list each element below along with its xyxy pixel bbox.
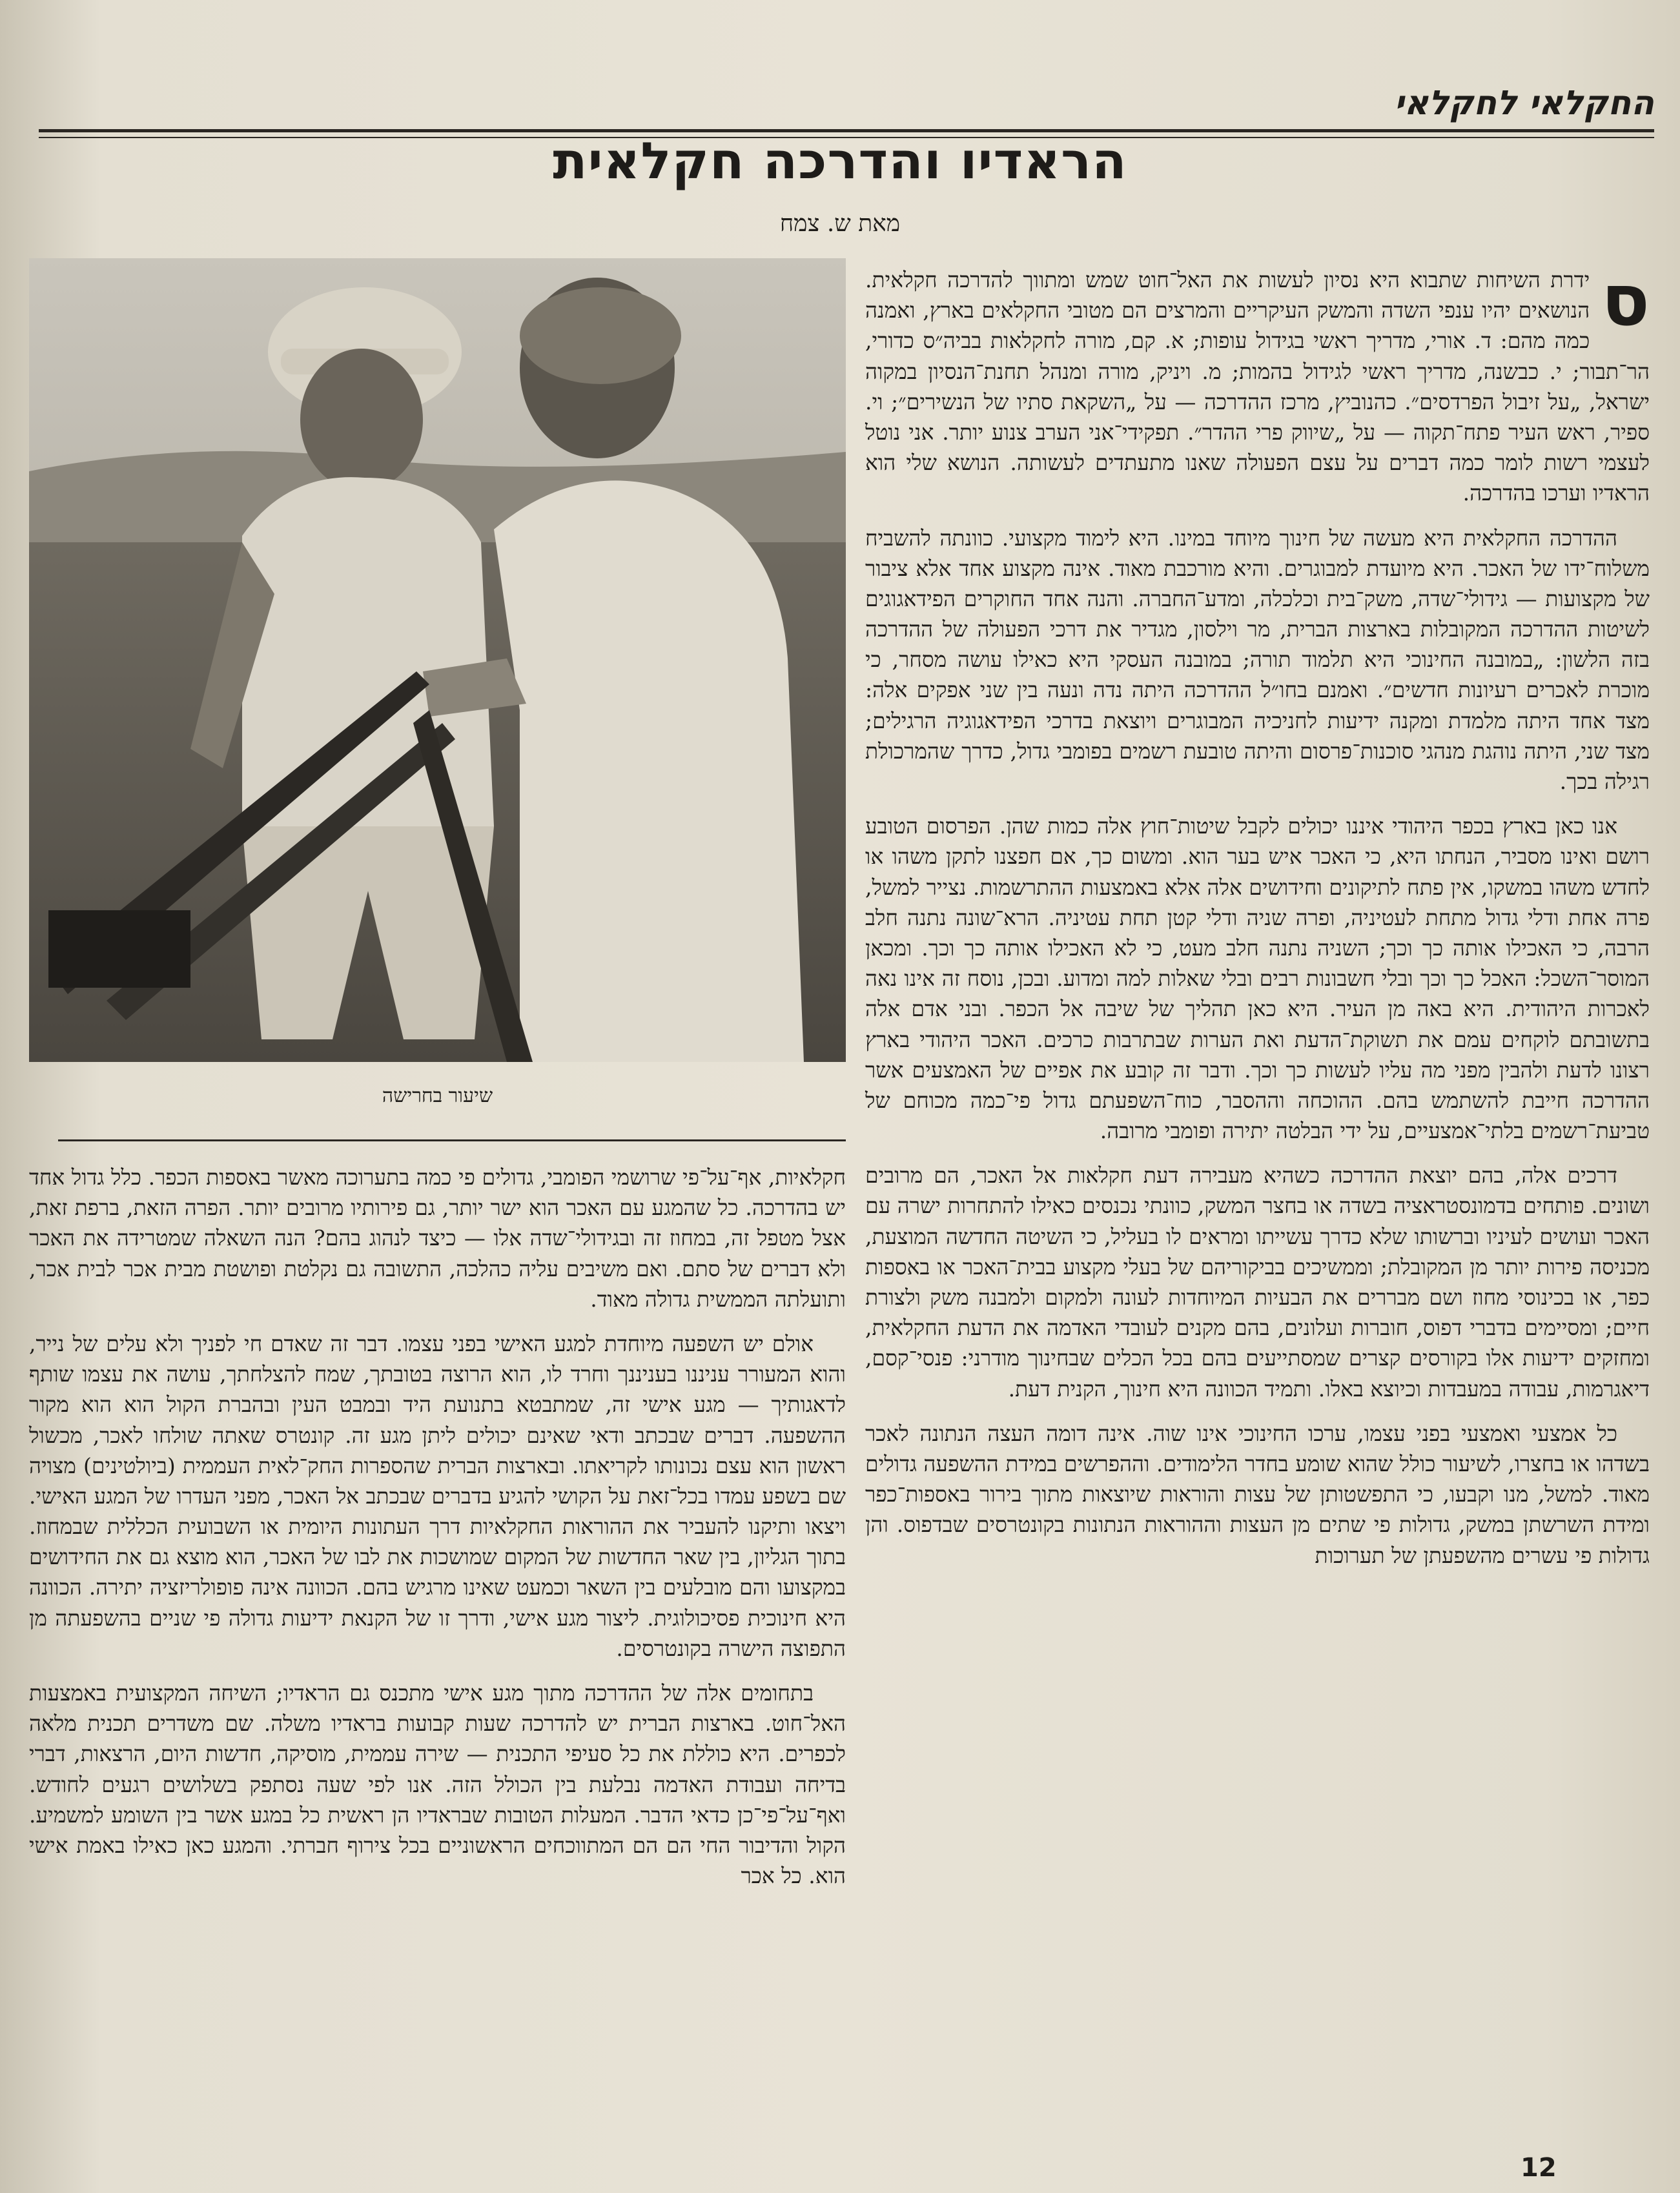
caption-divider (58, 1139, 846, 1141)
drop-cap: ס (1601, 259, 1650, 342)
article-column-left (29, 1162, 846, 1905)
page-number: 12 (1521, 2153, 1557, 2183)
plowing-lesson-photo (29, 258, 846, 1062)
article-paragraph: בתחומים אלה של ההדרכה מתוך מגע אישי מתכנס גם הראדיו; השיחה המקצועית באמצעות האל־חוט. בארצות הברית יש להדרכה שעות קבועות בראדיו משלה. שם משדרים תכנית מלאה לכפרים. היא כוללת את כל סעיפי התכנית — שירה עממית, מוסיקה, חדשות היום, הרצאות, דברי בדיחה ועבודת האדמה נבלעת בין הכולל הזה. אנו לפי שעה נסתפק בשלושים רגעים לחודש. ואף־על־פי־כן כדאי הדבר. המעלות הטובות שבראדיו הן ראשית כל במגע אשר בין השומע למשמיע. הקול והדיבור החי הם הם המתווכחים הראשוניים בכל צירוף חברתי. והמגע כאן כאילו באמת אישי הוא. כל אכר (29, 1680, 846, 1889)
article-paragraph: דרכים אלה, בהם יוצאת ההדרכה כשהיא מעבירה דעת חקלאות אל האכר, הם מרובים ושונים. פותחים בדמונסטראציה בשדה או בחצר המשק, כוונתי נכנסים כאילו להתחרות ישרה עם האכר ועושים לעיניו וברשותו שלא כדרך עשייתו ומראים לו בעליל, כי השיטה החדשה המוצעת, מכניסה פירות יותר מן המקובלת; וממשיכים בביקוריהם של בעלי מקצוע בבית־האכר או באספות כפר, או בכינוסי מחוז ושם מבררים את הבעיות המיוחדות לעונה ולמקום ולמבנה משק ולצורת חיים; ומסיימים בדברי דפוס, חוברות ועלונים, בהם מקנים לעובדי האדמה את הדעת החקלאית, ומחזקים ידיעות אלו בקורסים קצרים שמסתייעים בהם בכל הכלים שבחינוך מודרני: פנסי־קסם, דיאגרמות, עבודה במעבדות וכיוצא באלו. ותמיד הכוונה היא חינוך, הקנית דעת. (865, 1163, 1650, 1402)
article-paragraph: אנו כאן בארץ בכפר היהודי איננו יכולים לקבל שיטות־חוץ אלה כמות שהן. הפרסום הטובע רושם ואינו מסביר, הנחתו היא, כי האכר איש בער הוא. ומשום כך, אם חפצנו לתקן משהו או לחדש משהו במשקו, אין פתח לתיקונים וחידושים אלה אלא באמצעות ההתרשמות. נצייר למשל, פרה אחת ודלי גדול מתחת לעטיניה, ופרה שניה ודלי קטן תחת עטיניה. הרא־שונה נתנה חלב הרבה, כי האכילו אותה כך וכך; השניה נתנה חלב מעט, כי לא האכילו אותה כך וכך. ומכאן המוסר־השכל: האכל כך וכך ובלי חשבונות רבים ובלי שאלות למה ומדוע. ובכן, נוסח זה אינו נאה לאכרות היהודית. היא באה מן העיר. היא כאן תהליך של שיבה אל הכפר. ובני אדם אלה בתשובתם לוקחים עמם את תשוקת־הדעת ואת הערות שבתרבות כרכים. האכר היהודי בארץ רצונו לדעת ולהבין מפני מה עליו לעשות כך וכך. ודבר זה קובע את אפיים של האמצעים אשר ההדרכה חייבת להשתמש בהם. ההוכחה וההסבר, כוח־השפעתם גדול פי־כמה מכוחם של טביעת־רשמים בלתי־אמצעיים, על ידי הבלטה יתירה ופומבי מרובה. (865, 813, 1650, 1144)
article-paragraph: אולם יש השפעה מיוחדת למגע האישי בפני עצמו. דבר זה שאדם חי לפניך ולא עלים של נייר, והוא המעורר עניננו בעניננך וחרד לו, הוא הרוצה בטובתך, שמח להצלחתך, עושה את עצמו שותף לדאגותיך — מגע אישי זה, שמתבטא בתנועת היד ובמבט העין ובהברת הקול הוא הוא מקור ההשפעה. דברים שבכתב ודאי שאינם יכולים ליתן מגע זה. קונטרס שאתה שולחו לאכר, מכשול ראשון הוא עצם נכונותו לקריאתו. ובארצות הברית שהספרות החק־לאית העממית (ביולטינים) מצויה שם בשפע עמדו בכל־זאת על הקושי להגיע בדברים שבכתב אל האכר, מפני העדרו של המגע האישי. ויצאו ותיקנו להעביר את ההוראות החקלאיות דרך העתונות היומית או השבועית הכללית שבמחוז. בתוך הגליון, בין שאר החדשות של המקום שמושכות את לבו של האכר, הוא מוצא גם את החידושים במקצועו והם מובלעים בין השאר וכמעט שאינו מרגיש בהם. הכוונה אינה פופולריזציה יתירה. הכוונה היא חינוכית פסיכולוגית. ליצור מגע אישי, ודרך זו של הקנאת ידיעות גדולה פי שניים בהשפעתה מן התפוצה הישרה בקונטרסים. (29, 1331, 846, 1661)
article-paragraph: חקלאיות, אף־על־פי שרושמי הפומבי, גדולים פי כמה בתערוכה מאשר באספות הכפר. כלל גדול אחד יש בהדרכה. כל שהמגע עם האכר הוא ישר יותר, גם פירותיו מרובים יותר. הפרה הזאת, ברפת זאת, אצל מטפל זה, במחוז זה ובגידולי־שדה אלו — כיצד לנהוג בהם? הנה השאלה שמטרידה את האכר ולא דברים של סתם. ואם משיבים עליה כהלכה, התשובה גם נקלטת ופושטת מבית אכר לבית אכר, ותועלתה הממשית גדולה מאוד. (29, 1165, 846, 1312)
article-paragraph: כל אמצעי ואמצעי בפני עצמו, ערכו החינוכי אינו שוה. אינה דומה העצה הנתונה לאכר בשדהו או בחצרו, לשיעור כולל שהוא שומע בחדר הלימודים. וההפרשים במידת ההשפעה גדולים מאוד. למשל, מנו וקבעו, כי התפשטותן של עצות והוראות שיוצאות מתוך בירור באספות־כפר ומידת השרשתן במשק, גדולות פי שתים מן העצות וההוראות הנתונות בקונטרסים שבדפוס. והן גדולות פי עשרים מהשפעתן של תערוכות (865, 1420, 1650, 1568)
section-label: החקלאי לחקלאי (1394, 84, 1654, 123)
photo-caption: שיעור בחרישה (382, 1085, 493, 1107)
article-column-right (865, 259, 1650, 1585)
article-byline: מאת ש. צמח (779, 210, 901, 237)
article-paragraph: ההדרכה החקלאית היא מעשה של חינוך מיוחד במינו. היא לימוד מקצועי. כוונתה להשביח משלוח־ידו של האכר. היא מיועדת למבוגרים. והיא מורכבת מאוד. אינה מקצוע אחד אלא ציבור של מקצועות — גידולי־שדה, משק־בית וכלכלה, ומדע־החברה. והנה אחד החוקרים הפידאגוגים לשיטות ההדרכה המקובלות בארצות הברית, מר וילסון, מגדיר את דרכי הפעולה של ההדרכה בזה הלשון: „במובנה החינוכי היא תלמוד תורה; במובנה העסקי היא כאילו עושה מסחר, כי מוכרת לאכרים רעיונות חדשים״. ואמנם בחו״ל ההדרכה היתה נדה ונעה בין שני אפקים אלה: מצד אחד היתה מלמדת ומקנה ידיעות לחניכיה המבוגרים ויוצאת בדרכי הפידאגוגיה הרגילים; מצד שני, היתה נוהגת מנהגי סוכנות־פרסום והיתה טובעת רשמים בפומבי גדול, כדרך שהמרכולת רגילה בכך. (865, 525, 1650, 794)
article-title: הראדיו והדרכה חקלאית (553, 132, 1127, 190)
article-paragraph: ס ידרת השיחות שתבוא היא נסיון לעשות את האל־חוט שמש ומתווך להדרכה חקלאית. הנושאים יהיו ענפי השדה והמשק העיקריים והמרצים הם מטובי החקלאים בארץ, ואמנה כמה מהם: ד. אורי, מדריך ראשי בגידול עופות; א. קם, מורה לחקלאות בביה״ס כדורי, הר־תבור; י. כבשנה, מדריך ראשי לגידול בהמות; מ. ויניק, מורה ומנהל תחנת־הנסיון במקוה ישראל, „על זיבול הפרדסים״. כהנוביץ, מרכז ההדרכה — על „השקאת סתיו של הנשירים״; וי. ספיר, ראש העיר פתח־תקוה — על „שיווק פרי ההדר״. תפקידי־אני הערב צנוע יותר. אני נוטל לעצמי רשות לומר כמה דברים על עצם הפעולה שאנו מתעתדים לעשותה. הנושא שלי הוא הראדיו וערכו בהדרכה. (865, 259, 1650, 506)
